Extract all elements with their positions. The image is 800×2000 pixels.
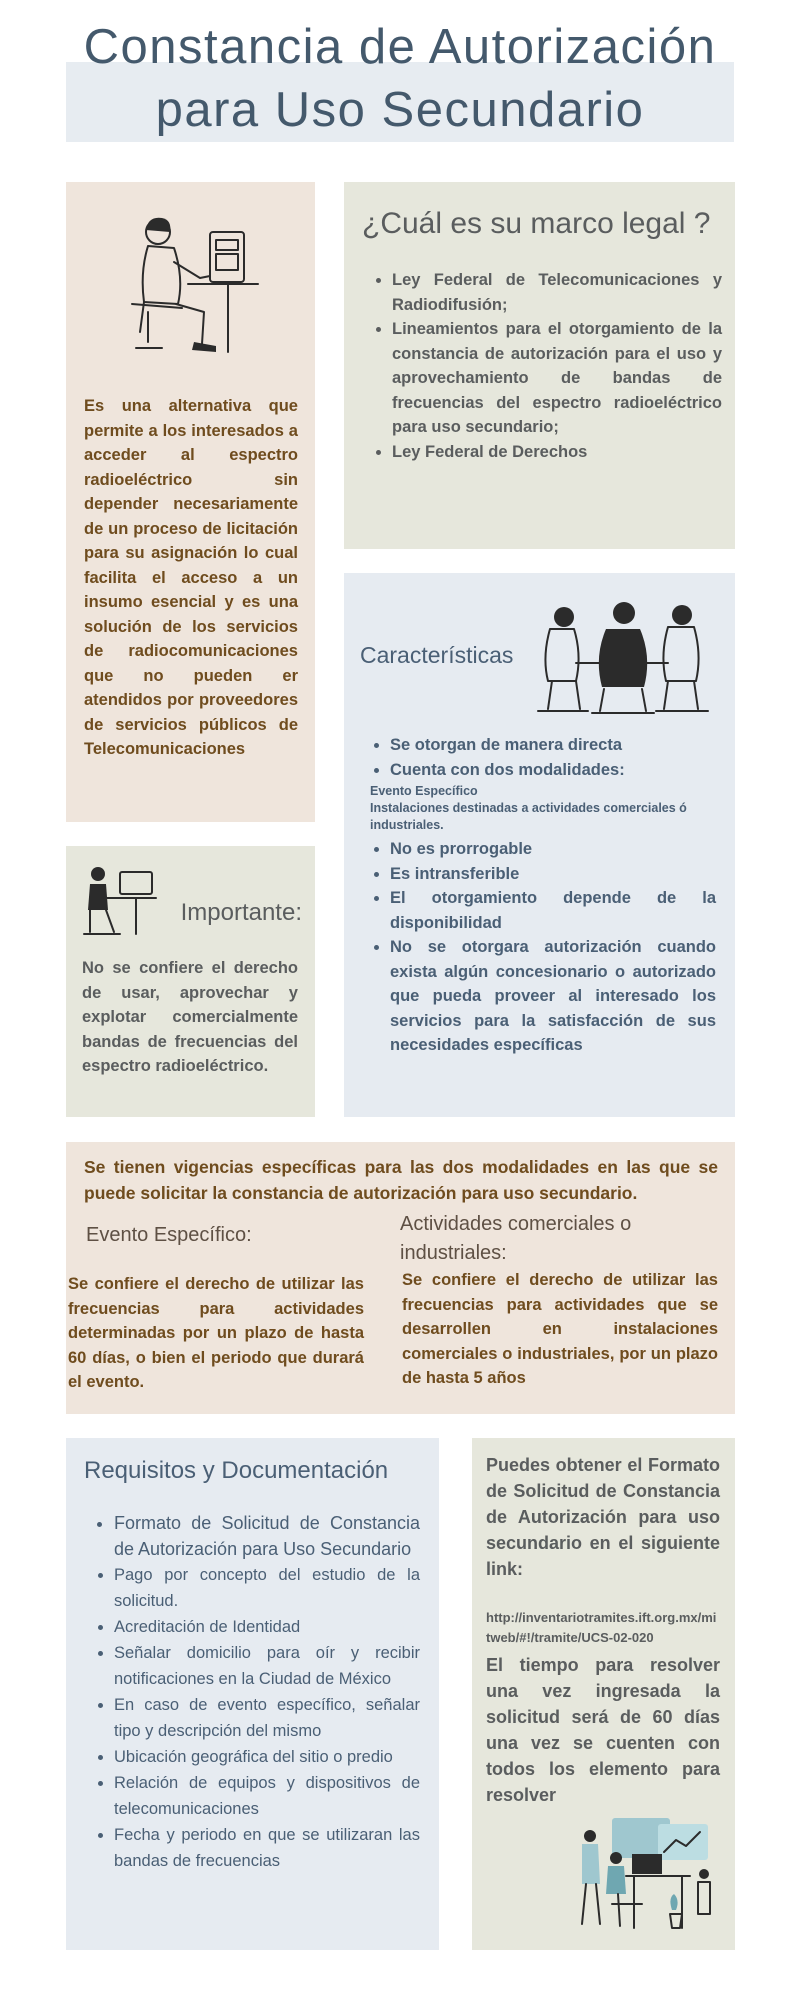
- requirement-item: • En caso de evento específico, señalar tipo y descripción del mismo: [114, 1692, 420, 1744]
- event-text: Se confiere el derecho de utilizar las frecuencias para actividades determinadas por un plazo de hasta 60 días, o bien el periodo que durará el evento.: [68, 1275, 364, 1391]
- legal-list: [362, 268, 722, 464]
- requirement-item: • Acreditación de Identidad: [114, 1614, 420, 1640]
- important-panel: [66, 846, 315, 1117]
- features-panel: [344, 573, 735, 1117]
- features-heading: Características: [360, 642, 514, 668]
- legal-item: • Ley Federal de Telecomunicaciones y Radiodifusión;: [392, 268, 722, 317]
- feature-item: • No es prorrogable: [390, 837, 716, 862]
- commercial-text: Se confiere el derecho de utilizar las frecuencias para actividades que se desarrollen en instalaciones comerciales o industriales, por un plazo de hasta 5 años: [402, 1271, 718, 1387]
- intro-panel: [66, 182, 315, 822]
- office-worker-illustration: [80, 860, 160, 940]
- meeting-group-illustration: [532, 597, 722, 717]
- page-title: Constancia de Autorización para Uso Secundario: [83, 20, 717, 137]
- link-text: Puedes obtener el Formato de Solicitud de Constancia de Autorización para uso secundario en el siguiente link:: [486, 1455, 720, 1579]
- requirement-item: • Ubicación geográfica del sitio o predio: [114, 1744, 420, 1770]
- feature-item: • Es intransferible: [390, 862, 716, 887]
- event-heading: Evento Específico:: [86, 1224, 252, 1246]
- link-panel: [472, 1438, 735, 1950]
- modality-item: Instalaciones destinadas a actividades comerciales ó industriales.: [370, 801, 687, 832]
- important-text: No se confiere el derecho de usar, aprovechar y explotar comercialmente bandas de frecuencias del espectro radioeléctrico.: [82, 959, 298, 1075]
- validity-panel: [66, 1142, 735, 1414]
- resolution-text: El tiempo para resolver una vez ingresada la solicitud será de 60 días una vez se cuenten con todos los elemento para resolver: [486, 1655, 720, 1805]
- legal-item: • Ley Federal de Derechos: [392, 440, 722, 465]
- feature-item: • No se otorgara autorización cuando exista algún concesionario o autorizado que pueda proveer al interesado los servicios para la satisfacción de sus necesidades específicas: [390, 935, 716, 1058]
- requirements-panel: [66, 1438, 439, 1950]
- intro-text: Es una alternativa que permite a los interesados a acceder al espectro radioeléctrico sin depender necesariamente de un proceso de licitación para su asignación lo cual facilita el acceso a un insumo esencial y es una solución de los servicios de radiocomunicaciones que no pueden er atendidos por proveedores de servicios públicos de Telecomunicaciones: [84, 397, 298, 758]
- commercial-heading: Actividades comerciales o industriales:: [400, 1213, 632, 1264]
- features-list-b: [360, 837, 716, 1058]
- form-link[interactable]: http://inventariotramites.ift.org.mx/mitweb/#!/tramite/UCS-02-020: [486, 1610, 717, 1645]
- validity-intro: Se tienen vigencias específicas para las dos modalidades en las que se puede solicitar la constancia de autorización para uso secundario.: [84, 1157, 718, 1203]
- team-dashboard-illustration: [572, 1814, 722, 1939]
- requirement-item: • Fecha y periodo en que se utilizaran las bandas de frecuencias: [114, 1822, 420, 1874]
- requirement-item: • Señalar domicilio para oír y recibir notificaciones en la Ciudad de México: [114, 1640, 420, 1692]
- legal-heading: ¿Cuál es su marco legal ?: [362, 207, 711, 240]
- requirement-item: • Relación de equipos y dispositivos de telecomunicaciones: [114, 1770, 420, 1822]
- feature-item: • El otorgamiento depende de la disponibilidad: [390, 886, 716, 935]
- requirements-list: [84, 1510, 420, 1874]
- modalities-list: [370, 783, 710, 834]
- requirement-item: • Pago por concepto del estudio de la solicitud.: [114, 1562, 420, 1614]
- requirements-heading: Requisitos y Documentación: [84, 1457, 389, 1484]
- modality-item: Evento Específico: [370, 784, 478, 798]
- legal-panel: [344, 182, 735, 549]
- requirement-item: • Formato de Solicitud de Constancia de Autorización para Uso Secundario: [114, 1510, 420, 1562]
- features-list-a: [360, 733, 716, 782]
- feature-item: • Cuenta con dos modalidades:: [390, 758, 716, 783]
- legal-item: • Lineamientos para el otorgamiento de la constancia de autorización para el uso y aprovechamiento de bandas de frecuencias del espectro radioeléctrico para uso secundario;: [392, 317, 722, 440]
- feature-item: • Se otorgan de manera directa: [390, 733, 716, 758]
- person-at-computer-illustration: [118, 212, 278, 362]
- important-heading: Importante:: [180, 899, 302, 926]
